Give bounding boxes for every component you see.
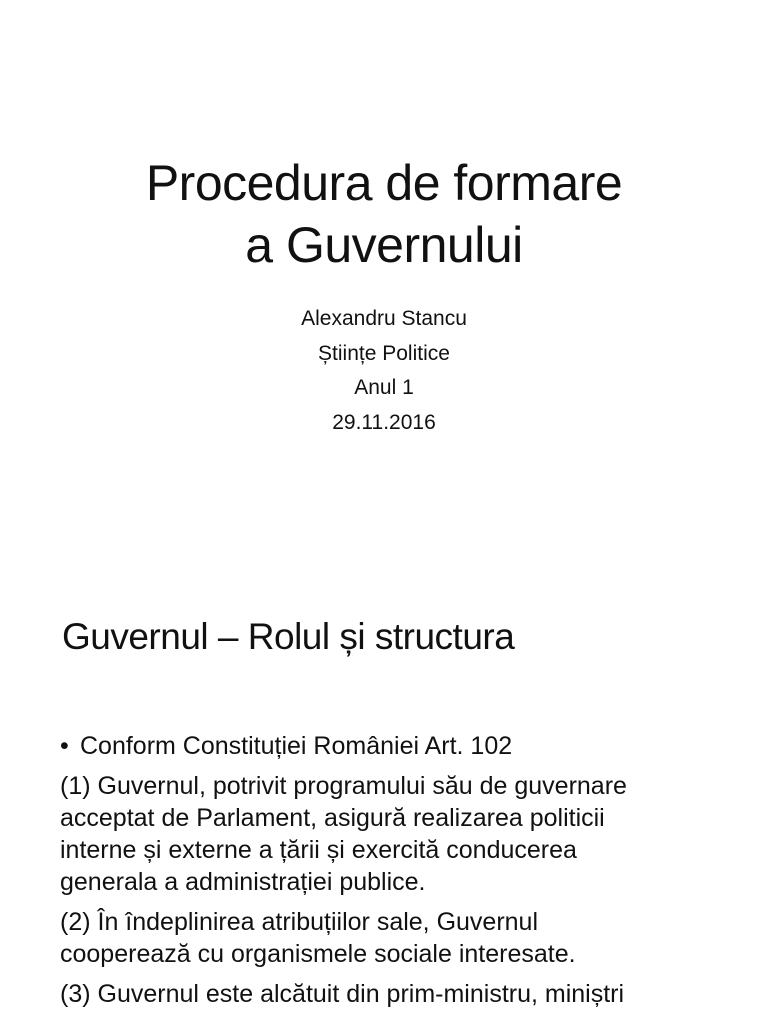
study-year: Anul 1: [354, 376, 414, 399]
slide-title: Guvernul – Rolul și structura: [62, 616, 515, 657]
bullet-text: Conform Constituției României Art. 102: [80, 732, 513, 760]
author-name: Alexandru Stancu: [301, 307, 467, 330]
presentation-subtitle: [0, 302, 768, 440]
paragraph-line: (2) În îndeplinirea atribuțiilor sale, Guvernul: [60, 908, 539, 936]
content-slide: [0, 576, 768, 1024]
presentation-date: 29.11.2016: [332, 410, 436, 434]
paragraph-line: (3) Guvernul este alcătuit din prim-ministru, miniștri: [60, 980, 625, 1008]
paragraph-2: [60, 906, 740, 970]
paragraph-1: [60, 770, 740, 898]
bullet-icon: •: [60, 732, 69, 760]
paragraph-line: interne și externe a țării și exercită conducerea: [60, 836, 577, 864]
faculty-name: Științe Politice: [318, 341, 450, 365]
paragraph-line: cooperează cu organismele sociale interesate.: [60, 940, 576, 968]
paragraph-3: [60, 978, 740, 1010]
title-line: Procedura de formare: [145, 155, 623, 211]
paragraph-line: acceptat de Parlament, asigură realizarea politicii: [60, 804, 605, 832]
slide-content: [60, 730, 740, 1018]
paragraph-line: (1) Guvernul, potrivit programului său de guvernare: [60, 772, 627, 800]
paragraph-line: generala a administrației publice.: [60, 868, 426, 896]
title-line: a Guvernului: [245, 217, 523, 273]
bullet-item: [60, 730, 740, 762]
presentation-title: [0, 152, 768, 276]
